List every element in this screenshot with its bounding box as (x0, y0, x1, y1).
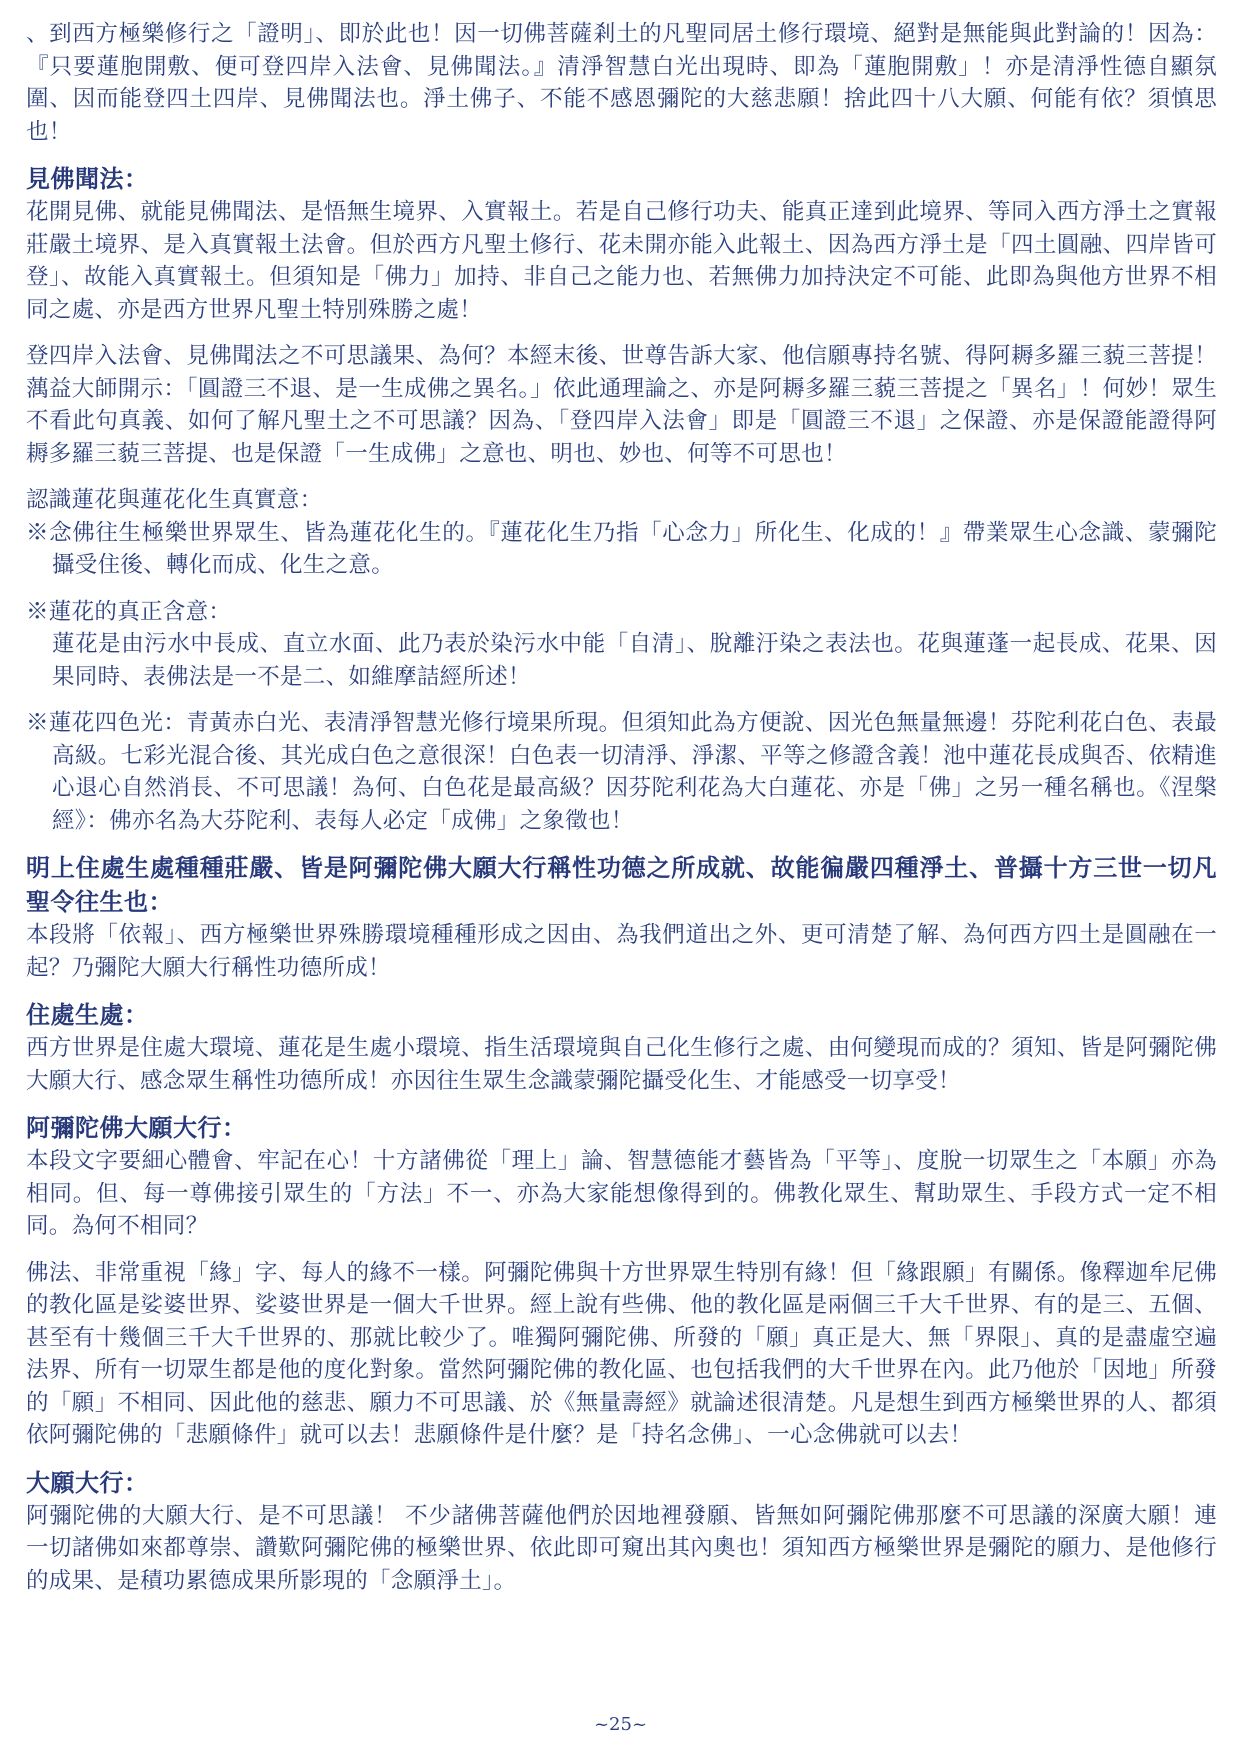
heading-dwelling: 住處生處： (26, 1000, 149, 1029)
section-lotus-birth (26, 484, 1217, 582)
section-intro (26, 18, 1217, 148)
heading-see-buddha: 見佛聞法： (26, 164, 149, 193)
paragraph-adornments: 本段將「依報」、西方極樂世界殊勝環境種種形成之因由、為我們道出之外、更可清楚了解、為何西方四土是圓融在一起？乃彌陀大願大行稱性功德所成！ (26, 922, 1217, 981)
section-lotus-meaning (26, 596, 1217, 694)
paragraph-vows-practice: 阿彌陀佛的大願大行、是不可思議！ 不少諸佛菩薩他們於因地裡發願、皆無如阿彌陀佛那麼不可思議的深廣大願！連一切諸佛如來都尊崇、讚歎阿彌陀佛的極樂世界、依此即可窺出其內奧也！須知西方極樂世界是彌陀的願力、是他修行的成果、是積功累德成果所影現的「念願淨土」。 (26, 1502, 1217, 1594)
heading-vows-practice: 大願大行： (26, 1467, 149, 1497)
paragraph-great-vows: 本段文字要細心體會、牢記在心！十方諸佛從「理上」論、智慧德能才藝皆為「平等」、度脫一切眾生之「本願」亦為相同。但、每一尊佛接引眾生的「方法」不一、亦為大家能想像得到的。佛教化眾生、幫助眾生、手段方式一定不相同。為何不相同？ (26, 1148, 1217, 1239)
page-number: ~25~ (593, 1714, 648, 1735)
paragraph-dwelling: 西方世界是住處大環境、蓮花是生處小環境、指生活環境與自己化生修行之處、由何變現而成的？須知、皆是阿彌陀佛大願大行、感念眾生稱性功德所成！亦因往生眾生念識蒙彌陀攝受化生、才能感受一切享受！ (26, 1035, 1217, 1094)
heading-great-vows: 阿彌陀佛大願大行： (26, 1113, 247, 1142)
paragraph-lotus-meaning: 蓮花是由污水中長成、直立水面、此乃表於染污水中能「自清」、脫離汙染之表法也。花與蓮蓬一起長成、花果、因果同時、表佛法是一不是二、如維摩詰經所述！ (52, 631, 1217, 690)
paragraph-four-shores: 登四岸入法會、見佛聞法之不可思議果、為何？本經末後、世尊告訴大家、他信願專持名號、得阿耨多羅三藐三菩提！蕅益大師開示：「圓證三不退、是一生成佛之異名。」依此通理論之、亦是阿耨多羅三藐三菩提之「異名」！何妙！眾生不看此句真義、如何了解凡聖土之不可思議？因為、「登四岸入法會」即是「圓證三不退」之保證、亦是保證能證得阿耨多羅三藐三菩提、也是保證「一生成佛」之意也、明也、妙也、何等不可思也！ (26, 343, 1217, 467)
heading-adornments: 明上住處生處種種莊嚴、皆是阿彌陀佛大願大行稱性功德之所成就、故能徧嚴四種淨土、普攝十方三世一切凡聖令往生也： (26, 853, 1217, 916)
section-lotus-colors (26, 707, 1217, 837)
heading-lotus-birth: 認識蓮花與蓮花化生真實意： (26, 487, 323, 513)
paragraph-see-buddha: 花開見佛、就能見佛聞法、是悟無生境界、入實報土。若是自己修行功夫、能真正達到此境界、等同入西方淨土之實報莊嚴土境界、是入真實報土法會。但於西方凡聖土修行、花未開亦能入此報土、因為西方淨土是「四土圓融、四岸皆可登」、故能入真實報土。但須知是「佛力」加持、非自己之能力也、若無佛力加持決定不可能、此即為與他方世界不相同之處、亦是西方世界凡聖土特別殊勝之處！ (26, 199, 1217, 323)
section-vows-practice (26, 1466, 1217, 1598)
section-see-buddha (26, 162, 1217, 326)
section-affinity (26, 1257, 1217, 1452)
section-four-shores (26, 340, 1217, 470)
paragraph-lotus-colors: ※蓮花四色光：青黃赤白光、表清淨智慧光修行境果所現。但須知此為方便說、因光色無量無邊！芬陀利花白色、表最高級。七彩光混合後、其光成白色之意很深！白色表一切清淨、淨潔、平等之修證含義！池中蓮花長成與否、依精進心退心自然消長、不可思議！為何、白色花是最高級？因芬陀利花為大白蓮花、亦是「佛」之另一種名稱也。《涅槃經》：佛亦名為大芬陀利、表每人必定「成佛」之象徵也！ (26, 710, 1217, 834)
paragraph-lotus-birth: ※念佛往生極樂世界眾生、皆為蓮花化生的。『蓮花化生乃指「心念力」所化生、化成的！』帶業眾生心念識、蒙彌陀攝受住後、轉化而成、化生之意。 (26, 519, 1217, 578)
section-adornments (26, 851, 1217, 984)
section-dwelling (26, 998, 1217, 1097)
paragraph-affinity: 佛法、非常重視「緣」字、每人的緣不一樣。阿彌陀佛與十方世界眾生特別有緣！但「緣跟願」有關係。像釋迦牟尼佛的教化區是娑婆世界、娑婆世界是一個大千世界。經上說有些佛、他的教化區是兩個三千大千世界、有的是三、五個、甚至有十幾個三千大千世界的、那就比較少了。唯獨阿彌陀佛、所發的「願」真正是大、無「界限」、真的是盡虛空遍法界、所有一切眾生都是他的度化對象。當然阿彌陀佛的教化區、也包括我們的大千世界在內。此乃他於「因地」所發的「願」不相同、因此他的慈悲、願力不可思議、於《無量壽經》就論述很清楚。凡是想生到西方極樂世界的人、都須依阿彌陀佛的「悲願條件」就可以去！悲願條件是什麼？是「持名念佛」、一心念佛就可以去！ (26, 1259, 1217, 1448)
section-great-vows (26, 1111, 1217, 1243)
paragraph-intro: 、到西方極樂修行之「證明」、即於此也！因一切佛菩薩剎土的凡聖同居土修行環境、絕對是無能與此對論的！因為：『只要蓮胞開敷、便可登四岸入法會、見佛聞法。』清淨智慧白光出現時、即為「蓮胞開敷」！亦是清淨性德自顯氛圍、因而能登四土四岸、見佛聞法也。淨土佛子、不能不感恩彌陀的大慈悲願！捨此四十八大願、何能有依？須慎思也！ (26, 21, 1217, 145)
heading-lotus-meaning: ※蓮花的真正含意： (26, 598, 232, 625)
